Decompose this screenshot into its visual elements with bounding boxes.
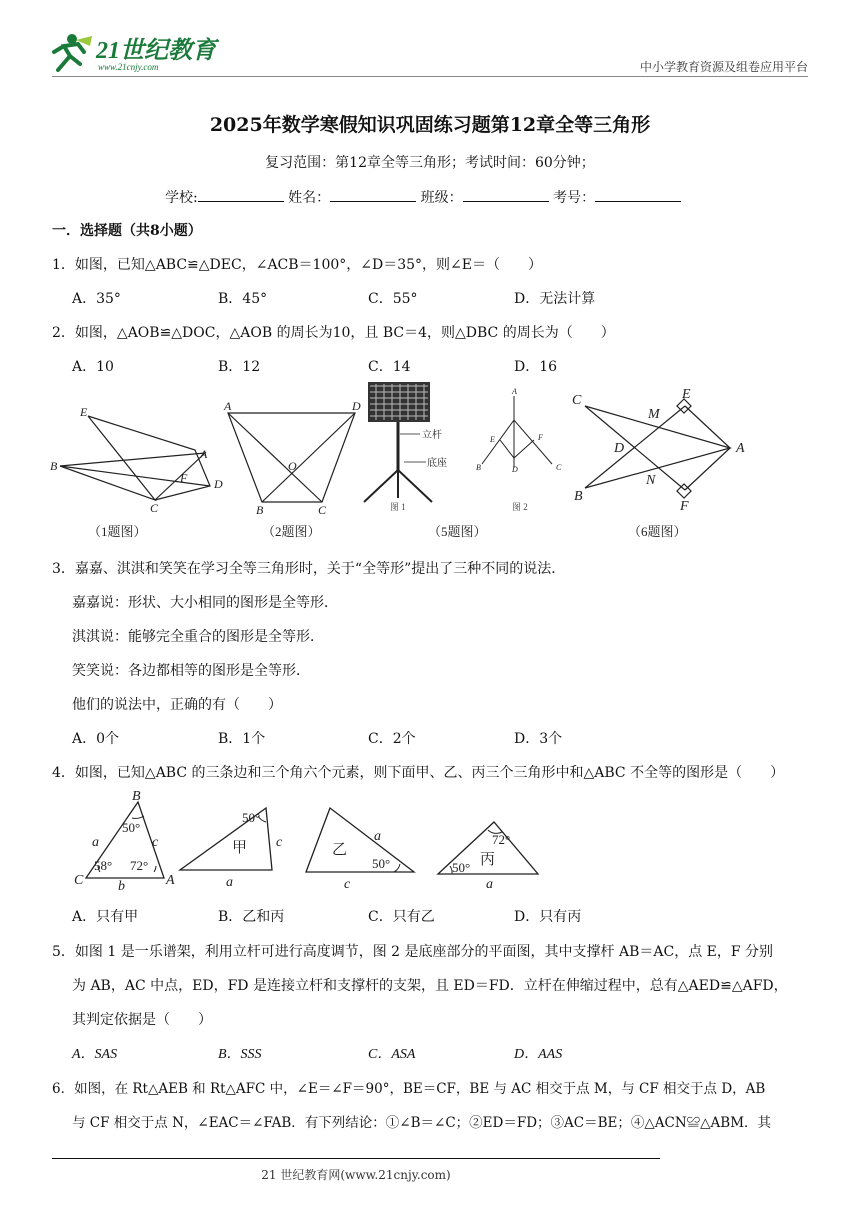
fig5-label-base: 底座	[427, 458, 447, 469]
q3-option-a[interactable]: A．0个	[72, 731, 120, 747]
svg-text:50°: 50°	[452, 860, 471, 875]
q4-option-a[interactable]: A．只有甲	[72, 909, 139, 925]
q2-option-b[interactable]: B．12	[218, 359, 261, 375]
q6-line-1	[52, 1077, 765, 1097]
q5-option-a[interactable]: A．SAS	[72, 1047, 118, 1062]
svg-text:A: A	[224, 399, 232, 413]
svg-text:D: D	[352, 399, 361, 413]
header-logo	[50, 30, 220, 74]
q3-option-d[interactable]: D．3个	[514, 731, 563, 747]
fig5-label-pole: 立杆	[422, 430, 442, 441]
figure-q5-2	[482, 396, 552, 468]
figure-q2	[228, 413, 355, 502]
q1-option-c[interactable]: C．55°	[368, 291, 418, 307]
svg-text:A: A	[166, 873, 175, 888]
q2-text: 如图，△AOB≌△DOC，△AOB 的周长为10，且 BC＝4，则△DBC 的周长为（ ）	[74, 325, 615, 341]
id-field[interactable]	[595, 187, 681, 202]
svg-text:F: F	[538, 433, 543, 442]
svg-text:N: N	[646, 473, 656, 488]
header-divider	[52, 76, 808, 77]
q4-stem	[52, 762, 784, 782]
subtitle: 复习范围：第12章全等三角形；考试时间：60分钟；	[265, 155, 595, 171]
q4-option-c[interactable]: C．只有乙	[368, 909, 435, 925]
info-fields	[165, 187, 681, 207]
figure-q5-1	[364, 382, 432, 502]
q2-stem	[52, 322, 615, 342]
svg-text:E: E	[490, 435, 495, 444]
svg-text:A: A	[736, 441, 745, 456]
q2-option-a[interactable]: A．10	[72, 359, 114, 375]
svg-text:a: a	[226, 875, 233, 890]
q5-num: 5．	[52, 944, 75, 960]
class-label: 班级：	[420, 190, 463, 206]
page-title: 2025年数学寒假知识巩固练习题第12章全等三角形	[209, 114, 651, 136]
name-field[interactable]	[330, 187, 416, 202]
school-field[interactable]	[198, 187, 284, 202]
q5-text-1: 如图 1 是一乐谱架，利用立杆可进行高度调节，图 2 是底座部分的平面图，其中支撑杆 AB＝AC，点 E，F 分别	[74, 944, 774, 960]
svg-text:B: B	[50, 459, 58, 473]
svg-text:B: B	[256, 503, 264, 517]
fig5-label-fig1: 图 1	[390, 502, 406, 512]
svg-text:O: O	[288, 459, 297, 473]
q3-option-b[interactable]: B．1个	[218, 731, 266, 747]
q5-option-d[interactable]: D．AAS	[514, 1047, 563, 1062]
svg-text:C: C	[150, 501, 159, 515]
svg-text:F: F	[680, 499, 689, 514]
svg-text:A: A	[200, 447, 208, 461]
q3-line-2: 淇淇说：能够完全重合的图形是全等形．	[72, 629, 324, 645]
q2-num: 2．	[52, 325, 75, 341]
q3-text: 嘉嘉、淇淇和笑笑在学习全等三角形时，关于“全等形”提出了三种不同的说法．	[74, 561, 566, 577]
q5-line-1	[52, 941, 773, 961]
svg-text:D: D	[614, 441, 625, 456]
svg-text:C: C	[74, 873, 84, 888]
id-label: 考号：	[553, 190, 596, 206]
q1-option-b[interactable]: B．45°	[218, 291, 268, 307]
svg-text:C: C	[556, 463, 562, 472]
q3-option-c[interactable]: C．2个	[368, 731, 416, 747]
svg-text:c: c	[276, 835, 283, 850]
svg-text:50°: 50°	[122, 820, 141, 835]
q4-option-d[interactable]: D．只有丙	[514, 909, 582, 925]
q4-text: 如图，已知△ABC 的三条边和三个角六个元素，则下面甲、乙、丙三个三角形中和△ABC 不全等的图形是（ ）	[74, 765, 785, 781]
svg-text:c: c	[152, 835, 159, 850]
footer-text: 21 世纪教育网(www.21cnjy.com)	[261, 1168, 451, 1182]
caption-q1: （1题图）	[88, 524, 147, 539]
svg-text:B: B	[574, 489, 583, 504]
section-heading: 一．选择题（共8小题）	[52, 223, 202, 239]
svg-text:a: a	[486, 877, 493, 892]
q4-option-b[interactable]: B．乙和丙	[218, 909, 285, 925]
q6-line-2: 与 CF 相交于点 N，∠EAC＝∠FAB．有下列结论：①∠B＝∠C；②ED＝FD；③AC＝BE；④△ACN≌△ABM．其	[72, 1115, 772, 1131]
svg-text:B: B	[476, 463, 481, 472]
school-label: 学校:	[165, 190, 198, 206]
q6-text-1: 如图，在 Rt△AEB 和 Rt△AFC 中，∠E＝∠F＝90°，BE＝CF，BE 与 AC 相交于点 M，与 CF 相交于点 D，AB	[74, 1081, 766, 1097]
caption-q6: （6题图）	[628, 524, 687, 539]
q5-option-c[interactable]: C．ASA	[368, 1047, 416, 1062]
q4-label-bing: 丙	[480, 852, 496, 868]
caption-q2: （2题图）	[262, 524, 321, 539]
q4-label-jia: 甲	[232, 840, 248, 856]
q3-line-3: 笑笑说：各边都相等的图形是全等形．	[72, 663, 310, 679]
svg-text:M: M	[648, 407, 660, 422]
svg-text:72°: 72°	[492, 832, 511, 847]
q3-line-4: 他们的说法中，正确的有（ ）	[72, 697, 282, 713]
svg-text:E: E	[682, 387, 691, 402]
svg-text:B: B	[132, 789, 141, 804]
q3-stem	[52, 558, 565, 578]
figure-row	[0, 378, 860, 548]
svg-text:b: b	[118, 879, 125, 894]
q5-line-3: 其判定依据是（ ）	[72, 1012, 212, 1028]
q5-option-b[interactable]: B．SSS	[218, 1047, 262, 1062]
svg-text:C: C	[572, 393, 582, 408]
q1-option-d[interactable]: D．无法计算	[514, 291, 596, 307]
logo-url: www.21cnjy.com	[98, 62, 159, 72]
q6-num: 6．	[52, 1081, 75, 1097]
svg-text:E: E	[80, 405, 88, 419]
figure-q4	[60, 786, 560, 896]
svg-text:F: F	[180, 471, 188, 485]
svg-text:58°: 58°	[94, 858, 113, 873]
q2-option-c[interactable]: C．14	[368, 359, 411, 375]
q1-option-a[interactable]: A．35°	[72, 291, 121, 307]
class-field[interactable]	[463, 187, 549, 202]
q1-stem	[52, 254, 542, 274]
q1-text: 如图，已知△ABC≌△DEC，∠ACB＝100°，∠D＝35°，则∠E＝（ ）	[74, 257, 542, 273]
q4-num: 4．	[52, 765, 75, 781]
svg-text:c: c	[344, 877, 351, 892]
logo-text: 21世纪教育	[96, 38, 216, 64]
caption-q5: （5题图）	[428, 524, 487, 539]
svg-text:C: C	[318, 503, 327, 517]
svg-text:50°: 50°	[372, 856, 391, 871]
q4-label-yi: 乙	[332, 842, 348, 858]
fig5-label-fig2: 图 2	[512, 502, 528, 512]
svg-text:a: a	[92, 835, 99, 850]
q5-line-2: 为 AB，AC 中点，ED，FD 是连接立杆和支撑杆的支架，且 ED＝FD．立杆在伸缩过程中，总有△AED≌△AFD，	[72, 978, 788, 994]
name-label: 姓名：	[288, 190, 331, 206]
q3-line-1: 嘉嘉说：形状、大小相同的图形是全等形．	[72, 595, 338, 611]
logo-runner-icon	[50, 30, 220, 74]
q1-num: 1．	[52, 257, 75, 273]
q2-option-d[interactable]: D．16	[514, 359, 558, 375]
svg-text:72°: 72°	[130, 858, 149, 873]
svg-text:50°: 50°	[242, 810, 261, 825]
svg-text:A: A	[512, 387, 517, 396]
svg-text:D: D	[512, 465, 518, 474]
svg-text:a: a	[374, 829, 381, 844]
svg-text:D: D	[214, 477, 223, 491]
figure-q1	[60, 416, 210, 500]
header-right-text: 中小学教育资源及组卷应用平台	[639, 60, 808, 74]
footer-divider	[52, 1158, 660, 1159]
q3-num: 3．	[52, 561, 75, 577]
